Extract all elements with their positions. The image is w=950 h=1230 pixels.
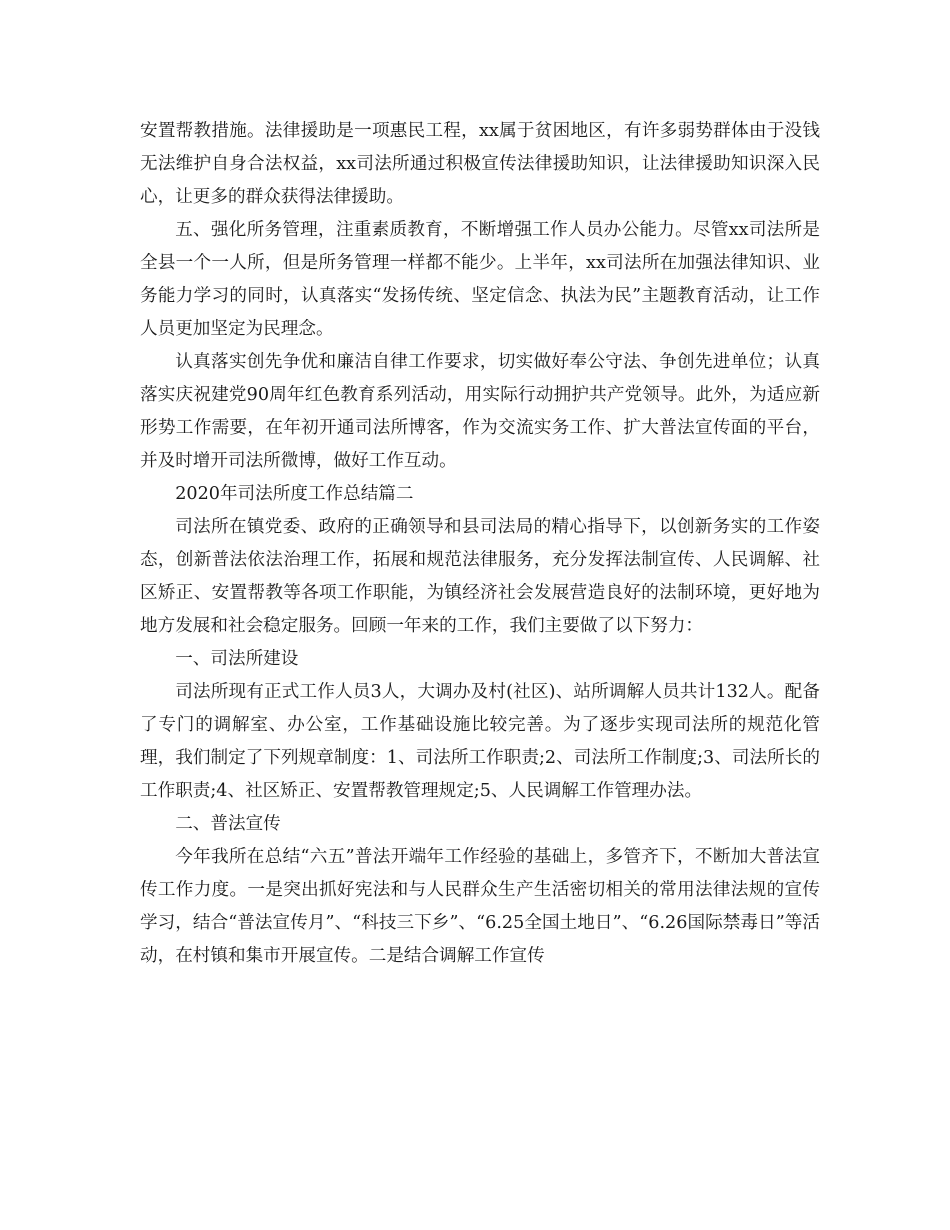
paragraph-office-construction: 司法所现有正式工作人员3人，大调办及村(社区)、站所调解人员共计132人。配备了专门的调解室、办公室，工作基础设施比较完善。为了逐步实现司法所的规范化管理，我们制定了下列规章制度：1、司法所工作职责;2、司法所工作制度;3、司法所长的工作职责;4、社区矫正、安置帮教管理规定;5、人民调解工作管理办法。	[140, 682, 820, 801]
document-body	[140, 115, 820, 973]
paragraph-office-management: 五、强化所务管理，注重素质教育，不断增强工作人员办公能力。尽管xx司法所是全县一个一人所，但是所务管理一样都不能少。上半年，xx司法所在加强法律知识、业务能力学习的同时，认真落实“发扬传统、坚定信念、执法为民”主题教育活动，让工作人员更加坚定为民理念。	[140, 220, 820, 339]
paragraph-integrity-requirements: 认真落实创先争优和廉洁自律工作要求，切实做好奉公守法、争创先进单位；认真落实庆祝建党90周年红色教育系列活动，用实际行动拥护共产党领导。此外，为适应新形势工作需要，在年初开通司法所博客，作为交流实务工作、扩大普法宣传面的平台，并及时增开司法所微博，做好工作互动。	[140, 352, 820, 471]
section-heading-office-construction: 一、司法所建设	[175, 649, 299, 669]
section-heading-law-publicity: 二、普法宣传	[175, 814, 281, 834]
paragraph-introduction: 司法所在镇党委、政府的正确领导和县司法局的精心指导下，以创新务实的工作姿态，创新普法依法治理工作，拓展和规范法律服务，充分发挥法制宣传、人民调解、社区矫正、安置帮教等各项工作职能，为镇经济社会发展营造良好的法制环境，更好地为地方发展和社会稳定服务。回顾一年来的工作，我们主要做了以下努力：	[140, 517, 820, 636]
paragraph-law-publicity: 今年我所在总结“六五”普法开端年工作经验的基础上，多管齐下，不断加大普法宣传工作力度。一是突出抓好宪法和与人民群众生产生活密切相关的常用法律法规的宣传学习，结合“普法宣传月”、“科技三下乡”、“6.25全国土地日”、“6.26国际禁毒日”等活动，在村镇和集市开展宣传。二是结合调解工作宣传	[140, 847, 820, 966]
section-heading-part-two: 2020年司法所度工作总结篇二	[175, 484, 414, 504]
paragraph-legal-aid-continuation: 安置帮教措施。法律援助是一项惠民工程，xx属于贫困地区，有许多弱势群体由于没钱无法维护自身合法权益，xx司法所通过积极宣传法律援助知识，让法律援助知识深入民心，让更多的群众获得法律援助。	[140, 121, 820, 207]
